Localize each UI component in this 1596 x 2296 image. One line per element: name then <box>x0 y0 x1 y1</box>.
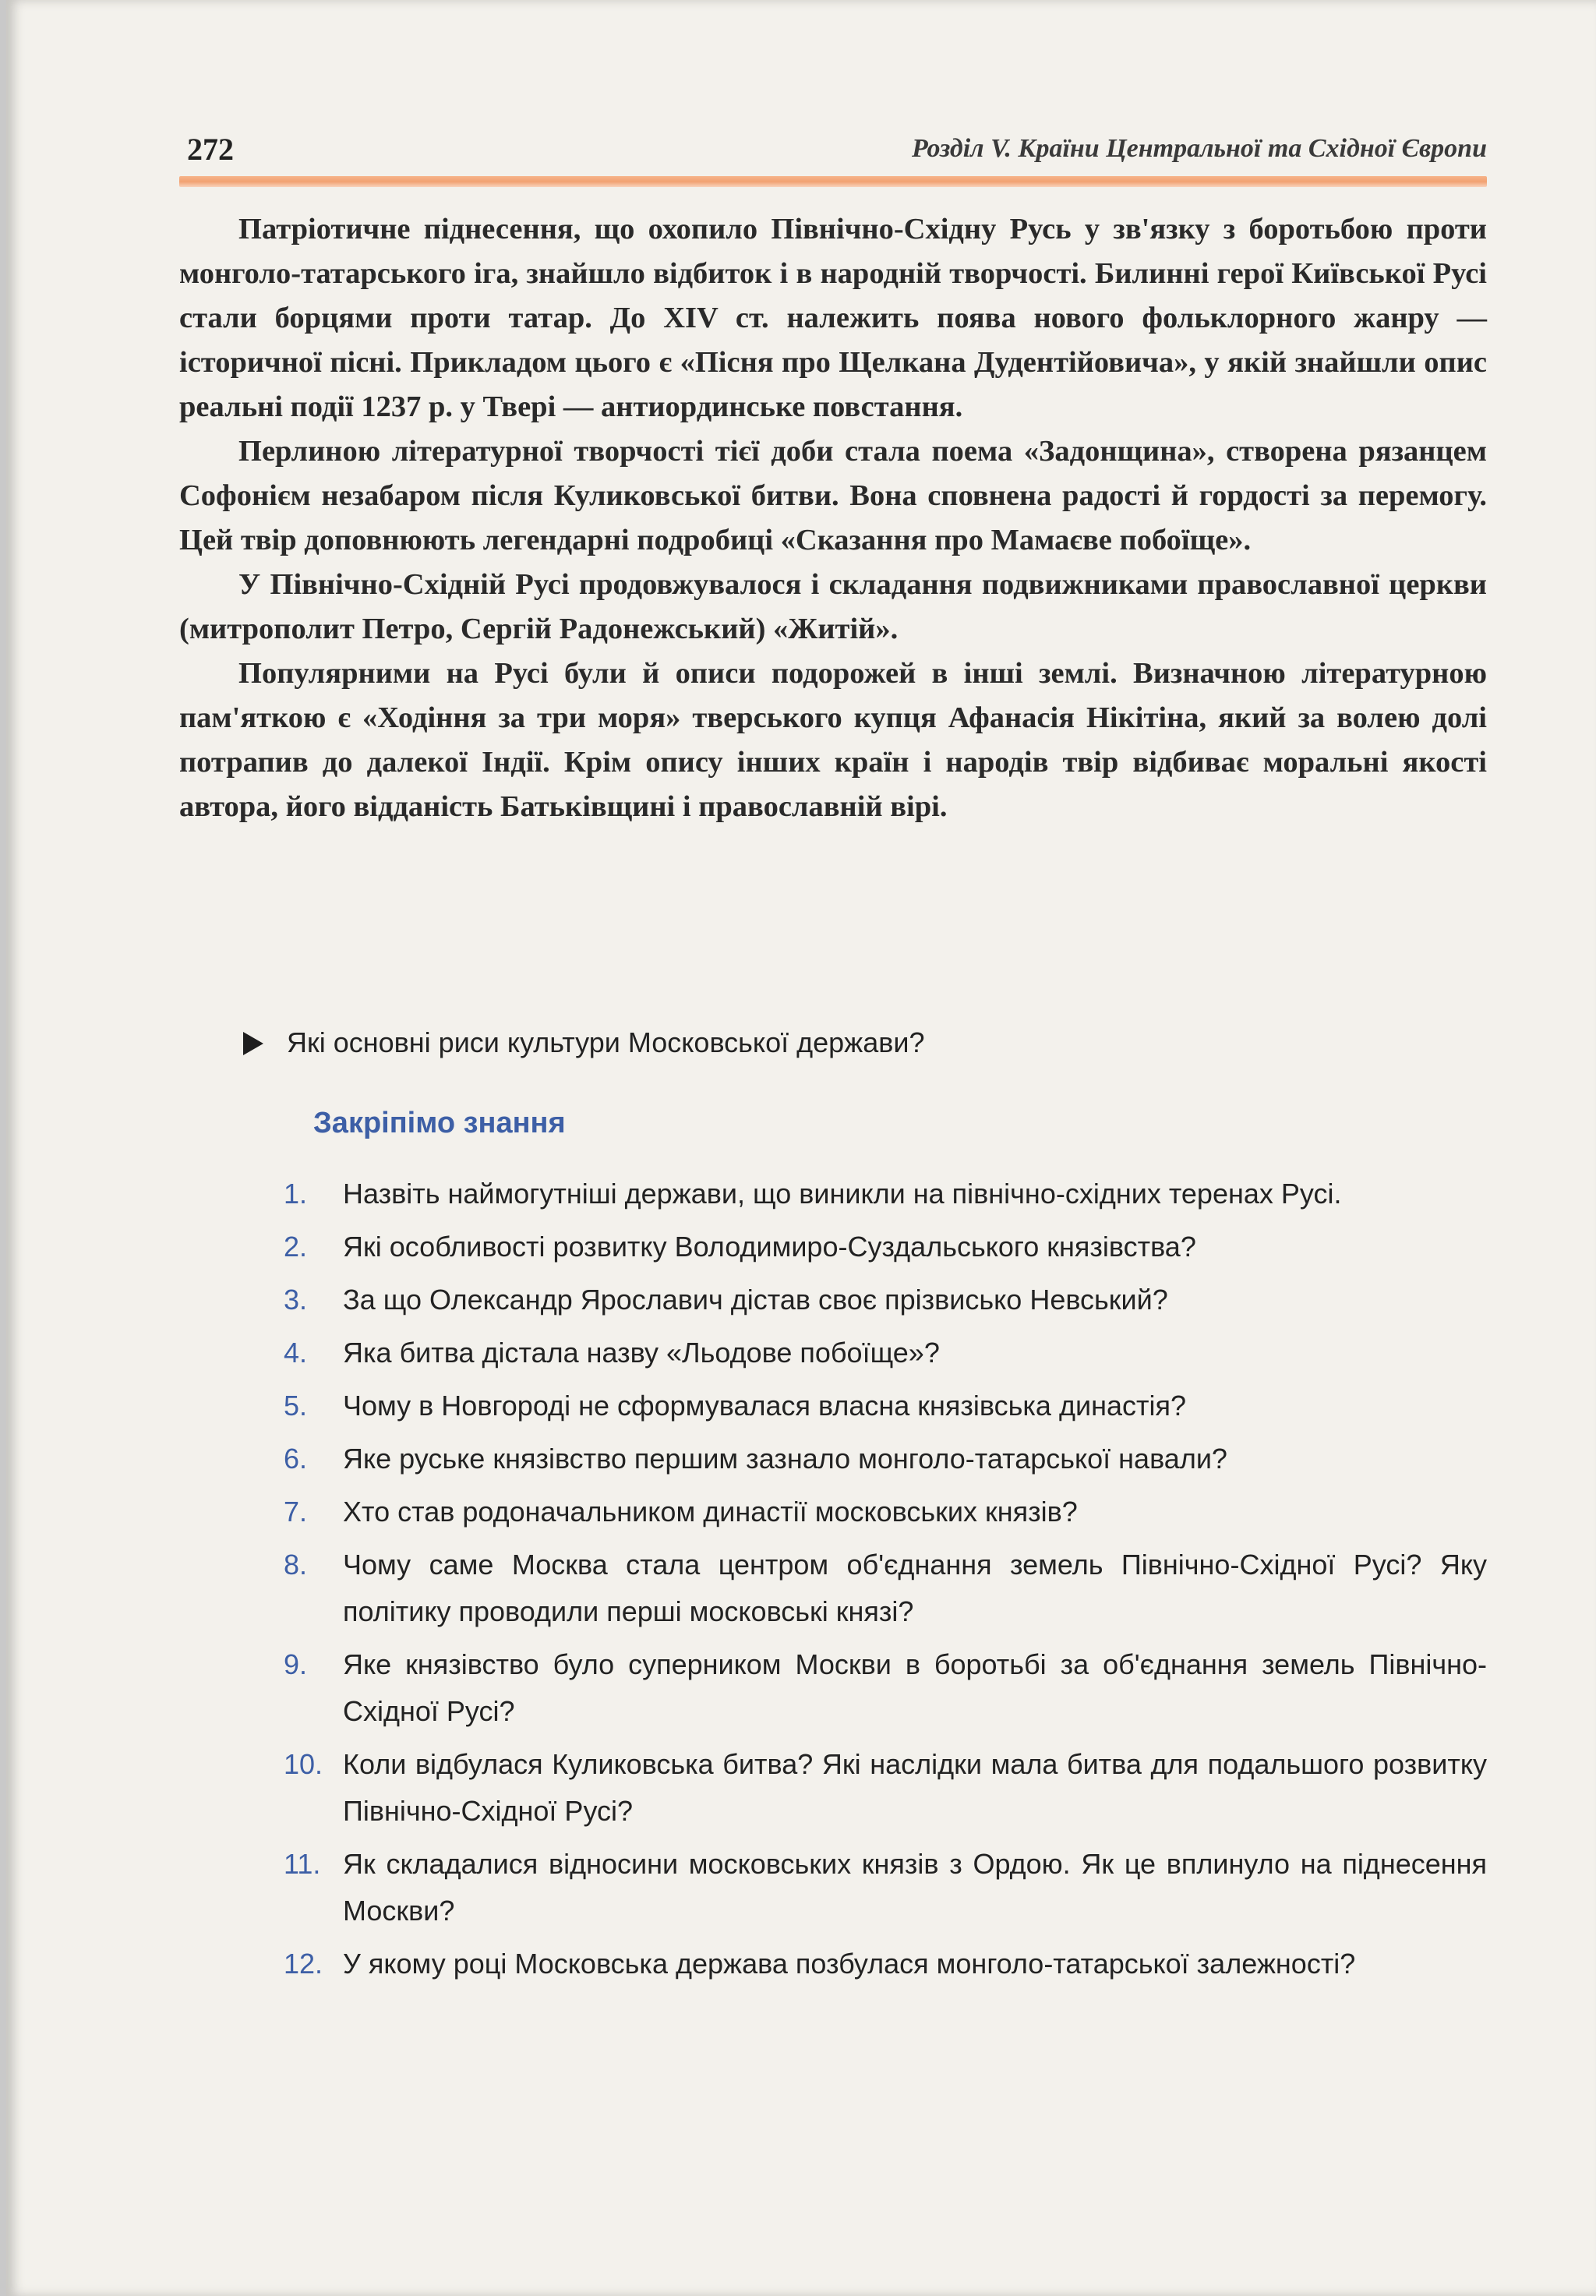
question-text: Яке князівство було суперником Москви в боротьбі за об'єднання земель Північно-Східної Русі? <box>343 1648 1487 1727</box>
body-text <box>179 207 1487 829</box>
textbook-page <box>6 0 1596 2296</box>
review-question <box>276 1841 1487 1934</box>
review-question <box>276 1330 1487 1376</box>
review-question <box>276 1171 1487 1217</box>
question-text: Чому саме Москва стала центром об'єднання земель Північно-Східної Русі? Яку політику проводили перші московські князі? <box>343 1549 1487 1627</box>
question-number: 2. <box>284 1231 308 1263</box>
question-number: 9. <box>284 1648 308 1680</box>
paragraph-travel-writings: Популярними на Русі були й описи подорожей в інші землі. Визначною літературною пам'яткою є «Ходіння за три моря» тверського купця Афанасія Нікітіна, який за волею долі потрапив до далекої Індії. Крім опису інших країн і народів твір відбиває моральні якості автора, його відданість Батьківщині і православній вірі. <box>179 657 1487 823</box>
review-questions-list <box>276 1171 1487 1994</box>
review-question <box>276 1383 1487 1429</box>
question-number: 7. <box>284 1496 308 1528</box>
question-text: За що Олександр Ярославич дістав своє прізвисько Невський? <box>343 1284 1168 1316</box>
question-number: 3. <box>284 1284 308 1316</box>
review-question <box>276 1542 1487 1635</box>
section-question-text: Які основні риси культури Московської держави? <box>287 1026 925 1058</box>
header-divider <box>179 176 1487 187</box>
running-title: Розділ V. Країни Центральної та Східної Європи <box>911 134 1487 163</box>
question-text: Як складалися відносини московських князів з Ордою. Як це вплинуло на піднесення Москви? <box>343 1848 1487 1927</box>
question-text: Назвіть наймогутніші держави, що виникли на північно-східних теренах Русі. <box>343 1178 1342 1210</box>
question-text: Яка битва дістала назву «Льодове побоїще»? <box>343 1337 940 1369</box>
question-number: 6. <box>284 1443 308 1475</box>
question-text: У якому році Московська держава позбулася монголо-татарської залежності? <box>343 1948 1356 1980</box>
review-question <box>276 1277 1487 1323</box>
paragraph-folk-art: Патріотичне піднесення, що охопило Північно-Східну Русь у зв'язку з боротьбою проти монголо-татарського іга, знайшло відбиток і в народній творчості. Билинні герої Київської Русі стали борцями проти татар. До XIV ст. належить поява нового фольклорного жанру — історичної пісні. Прикладом цього є «Пісня про Щелкана Дудентійовича», у якій знайшли опис реальні події 1237 р. у Твері — антиординське повстання. <box>179 213 1487 423</box>
question-number: 4. <box>284 1337 308 1369</box>
section-question <box>243 1021 1459 1065</box>
question-number: 10. <box>284 1748 323 1780</box>
review-question <box>276 1641 1487 1735</box>
question-number: 1. <box>284 1178 308 1210</box>
paragraph-zadonshchyna: Перлиною літературної творчості тієї доби стала поема «Задонщина», створена рязанцем Софонієм незабаром після Куликовської битви. Вона сповнена радості й гордості за перемогу. Цей твір доповнюють легендарні подробиці «Сказання про Мамаєве побоїще». <box>179 435 1487 556</box>
question-number: 11. <box>284 1848 321 1880</box>
paragraph-lives-of-saints: У Північно-Східній Русі продовжувалося і складання подвижниками православної церкви (митрополит Петро, Сергій Радонежський) «Житій». <box>179 568 1487 645</box>
question-number: 12. <box>284 1948 323 1980</box>
review-question <box>276 1941 1487 1987</box>
question-text: Хто став родоначальником династії московських князів? <box>343 1496 1078 1528</box>
triangle-bullet-icon <box>243 1032 263 1055</box>
question-text: Коли відбулася Куликовська битва? Які наслідки мала битва для подальшого розвитку Північно-Східної Русі? <box>343 1748 1487 1827</box>
review-question <box>276 1436 1487 1482</box>
question-text: Які особливості розвитку Володимиро-Суздальського князівства? <box>343 1231 1196 1263</box>
review-section-title: Закріпімо знання <box>313 1107 566 1139</box>
review-question <box>276 1489 1487 1535</box>
review-question <box>276 1741 1487 1835</box>
page-header <box>187 131 1487 170</box>
question-number: 5. <box>284 1390 308 1422</box>
review-question <box>276 1224 1487 1270</box>
question-number: 8. <box>284 1549 308 1581</box>
page-number: 272 <box>187 132 234 167</box>
question-text: Чому в Новгороді не сформувалася власна князівська династія? <box>343 1390 1186 1422</box>
question-text: Яке руське князівство першим зазнало монголо-татарської навали? <box>343 1443 1227 1475</box>
